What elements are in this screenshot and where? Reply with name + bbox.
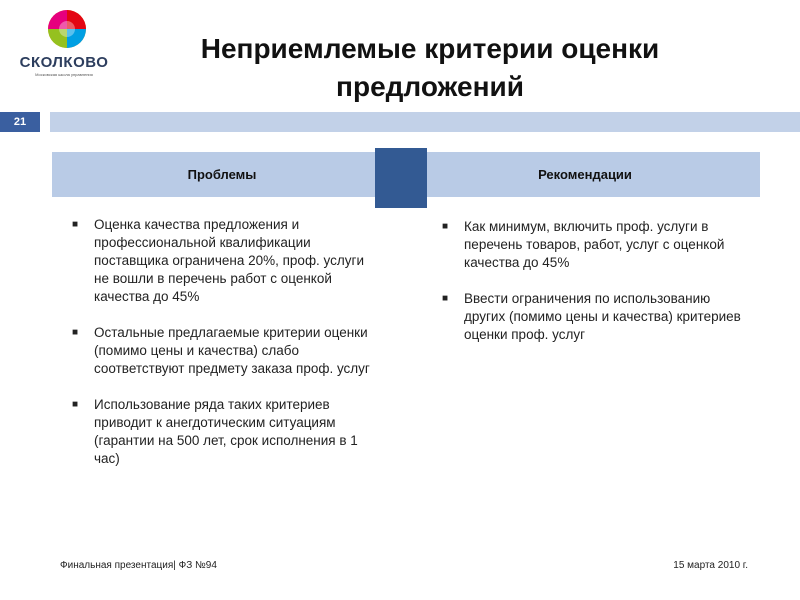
list-item-text: Ввести ограничения по использованию других (помимо цены и качества) критериев оценки проф. услуг <box>464 291 741 342</box>
top-divider-bar <box>50 112 800 132</box>
center-accent-block <box>375 148 427 208</box>
logo-subtitle: Московская школа управления <box>35 72 93 77</box>
list-item <box>60 396 380 468</box>
logo-mark-icon <box>46 8 88 50</box>
footer-presentation-label: Финальная презентация| ФЗ №94 <box>60 560 217 571</box>
logo-wordmark: СКОЛКОВО <box>19 54 109 71</box>
bullet-icon: ■ <box>442 221 449 232</box>
list-item-text: Остальные предлагаемые критерии оценки (помимо цены и качества) слабо соответствуют предмету заказа проф. услуг <box>94 325 370 376</box>
slide-number: 21 <box>0 112 40 132</box>
column-header-recommendations: Рекомендации <box>410 152 760 197</box>
bullet-icon: ■ <box>72 327 79 338</box>
list-item <box>60 216 380 306</box>
list-item <box>430 290 755 344</box>
recommendations-list <box>430 218 755 362</box>
slide-title: Неприемлемые критерии оценки предложений <box>200 33 660 102</box>
list-item-text: Как минимум, включить проф. услуги в перечень товаров, работ, услуг с оценкой качества до 45% <box>464 219 725 270</box>
list-item-text: Использование ряда таких критериев приводит к анегдотическим ситуациям (гарантии на 500 лет, срок исполнения в 1 час) <box>94 397 358 466</box>
bullet-icon: ■ <box>72 219 79 230</box>
column-header-problems: Проблемы <box>52 152 392 197</box>
problems-list <box>60 216 380 486</box>
list-item <box>430 218 755 272</box>
bullet-icon: ■ <box>72 399 79 410</box>
list-item <box>60 324 380 378</box>
list-item-text: Оценка качества предложения и профессиональной квалификации поставщика ограничена 20%, проф. услуги не вошли в перечень работ с оценкой качества до 45% <box>94 217 364 304</box>
bullet-icon: ■ <box>442 293 449 304</box>
footer-date: 15 марта 2010 г. <box>673 560 748 571</box>
skolkovo-logo <box>8 8 108 78</box>
